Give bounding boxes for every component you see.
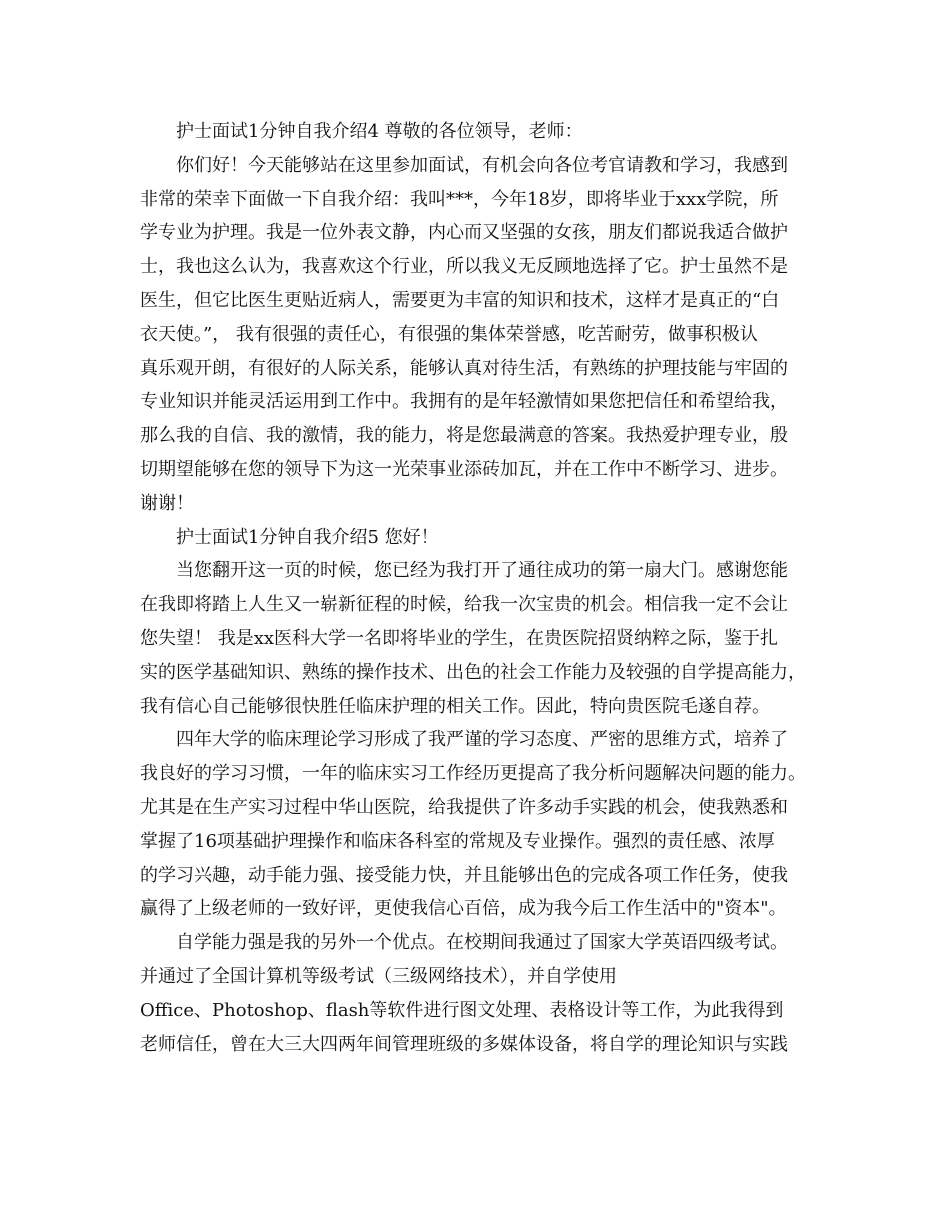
document-body (140, 115, 830, 1061)
text-line: 在我即将踏上人生又一崭新征程的时候，给我一次宝贵的机会。相信我一定不会让 (140, 594, 788, 616)
text-line: 真乐观开朗，有很好的人际关系，能够认真对待生活，有熟练的护理技能与牢固的 (140, 357, 788, 379)
text-line: 你们好！今天能够站在这里参加面试，有机会向各位考官请教和学习，我感到 (176, 154, 788, 176)
text-line: 学专业为护理。我是一位外表文静，内心而又坚强的女孩，朋友们都说我适合做护 (140, 222, 788, 244)
text-line: 我良好的学习习惯，一年的临床实习工作经历更提高了我分析问题解决问题的能力。 (140, 763, 806, 785)
text-line: 专业知识并能灵活运用到工作中。我拥有的是年轻激情如果您把信任和希望给我， (140, 391, 788, 413)
text-line: 那么我的自信、我的激情，我的能力，将是您最满意的答案。我热爱护理专业，殷 (140, 425, 788, 447)
text-line: 您失望！ 我是xx医科大学一名即将毕业的学生，在贵医院招贤纳粹之际，鉴于扎 (140, 627, 779, 649)
text-line: 自学能力强是我的另外一个优点。在校期间我通过了国家大学英语四级考试。 (176, 932, 788, 954)
text-line: 医生，但它比医生更贴近病人，需要更为丰富的知识和技术，这样才是真正的“白 (140, 289, 780, 311)
text-line: 我有信心自己能够很快胜任临床护理的相关工作。因此，特向贵医院毛遂自荐。 (140, 695, 770, 717)
text-line: 护士面试1分钟自我介绍5 您好！ (176, 526, 439, 548)
text-line: 护士面试1分钟自我介绍4 尊敬的各位领导，老师： (176, 121, 583, 142)
text-line: 实的医学基础知识、熟练的操作技术、出色的社会工作能力及较强的自学提高能力， (140, 661, 806, 683)
text-line: 赢得了上级老师的一致好评，更使我信心百倍，成为我今后工作生活中的"资本"。 (140, 898, 787, 920)
text-line: 老师信任，曾在大三大四两年间管理班级的多媒体设备，将自学的理论知识与实践 (140, 1033, 788, 1055)
text-line: 非常的荣幸下面做一下自我介绍：我叫***，今年18岁，即将毕业于xxx学院，所 (140, 188, 779, 210)
text-line: 衣天使。”， 我有很强的责任心，有很强的集体荣誉感，吃苦耐劳，做事积极认 (140, 323, 758, 345)
text-line: 当您翻开这一页的时候，您已经为我打开了通往成功的第一扇大门。感谢您能 (176, 560, 788, 582)
text-line: 的学习兴趣，动手能力强、接受能力快，并且能够出色的完成各项工作任务，使我 (140, 864, 788, 886)
text-line: 切期望能够在您的领导下为这一光荣事业添砖加瓦，并在工作中不断学习、进步。 (140, 458, 788, 480)
text-line: 并通过了全国计算机等级考试（三级网络技术），并自学使用 (140, 965, 617, 987)
text-line: 掌握了16项基础护理操作和临床各科室的常规及专业操作。强烈的责任感、浓厚 (140, 830, 775, 852)
text-line: 谢谢！ (140, 492, 194, 514)
text-line: Office、Photoshop、flash等软件进行图文处理、表格设计等工作，为此我得到 (140, 999, 784, 1021)
text-line: 四年大学的临床理论学习形成了我严谨的学习态度、严密的思维方式，培养了 (176, 729, 788, 751)
text-line: 尤其是在生产实习过程中华山医院，给我提供了许多动手实践的机会，使我熟悉和 (140, 796, 788, 818)
text-line: 士，我也这么认为，我喜欢这个行业，所以我义无反顾地选择了它。护士虽然不是 (140, 256, 788, 278)
